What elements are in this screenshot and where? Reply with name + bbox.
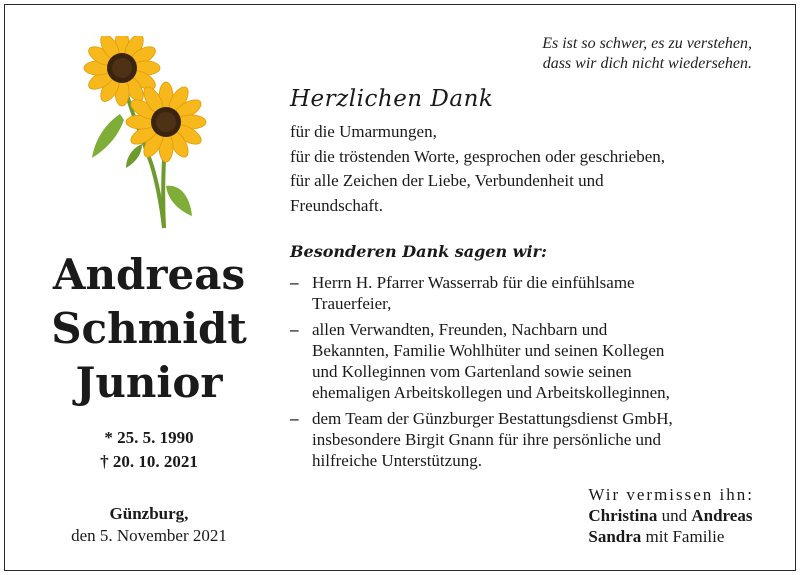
list-line: insbesondere Birgit Gnann für ihre persönliche und — [312, 430, 662, 450]
special-thanks-heading: Besonderen Dank sagen wir: — [290, 242, 547, 261]
thanks-line: für die Umarmungen, — [290, 122, 437, 141]
sunflowers-image — [80, 36, 220, 231]
list-line: Bekannten, Familie Wohlhüter und seinen Kollegen — [312, 340, 665, 360]
signature-name: Sandra — [588, 527, 642, 546]
signature — [588, 484, 754, 547]
thanks-heading: Herzlichen Dank — [290, 86, 494, 112]
motto — [542, 34, 752, 74]
thanks-text — [290, 120, 665, 218]
list-line: Trauerfeier, — [312, 294, 392, 314]
list-item — [290, 272, 760, 315]
signature-name: Andreas — [691, 506, 753, 525]
list-item — [290, 319, 760, 404]
motto-line: dass wir dich nicht wiedersehen. — [542, 55, 752, 72]
signature-line-1 — [588, 505, 754, 526]
thanks-line: für die tröstenden Worte, gesprochen oder geschrieben, — [290, 146, 666, 166]
deceased-name-last: Schmidt — [51, 304, 247, 353]
death-date: † 20. 10. 2021 — [100, 452, 198, 471]
deceased-name-suffix: Junior — [75, 358, 223, 407]
date-line: den 5. November 2021 — [71, 526, 227, 545]
dash-icon: – — [290, 408, 299, 428]
special-thanks-list — [290, 272, 760, 476]
list-line: ehemaligen Arbeitskollegen und Arbeitskolleginnen, — [312, 383, 670, 403]
dash-icon: – — [290, 319, 299, 339]
signature-line-2 — [588, 526, 754, 547]
thanks-line: für alle Zeichen der Liebe, Verbundenheit und — [290, 171, 604, 190]
list-item — [290, 408, 760, 472]
place: Günzburg, — [109, 504, 189, 523]
list-line: allen Verwandten, Freunden, Nachbarn und — [312, 319, 608, 339]
list-line: und Kolleginnen vom Gartenland sowie seinen — [312, 362, 632, 382]
signature-heading: Wir vermissen ihn: — [588, 485, 754, 504]
motto-line: Es ist so schwer, es zu verstehen, — [542, 35, 752, 52]
deceased-name-first: Andreas — [52, 250, 246, 299]
list-line: hilfreiche Unterstützung. — [312, 451, 482, 471]
signature-name: Christina — [588, 506, 658, 525]
list-line: Herrn H. Pfarrer Wasserrab für die einfühlsame — [312, 273, 635, 292]
signature-suffix: mit Familie — [645, 527, 725, 546]
list-line: dem Team der Günzburger Bestattungsdienst GmbH, — [312, 408, 673, 428]
birth-date: * 25. 5. 1990 — [104, 428, 194, 447]
signature-conjunction: und — [661, 506, 688, 525]
thanks-line: Freundschaft. — [290, 195, 384, 215]
dash-icon: – — [290, 273, 299, 292]
